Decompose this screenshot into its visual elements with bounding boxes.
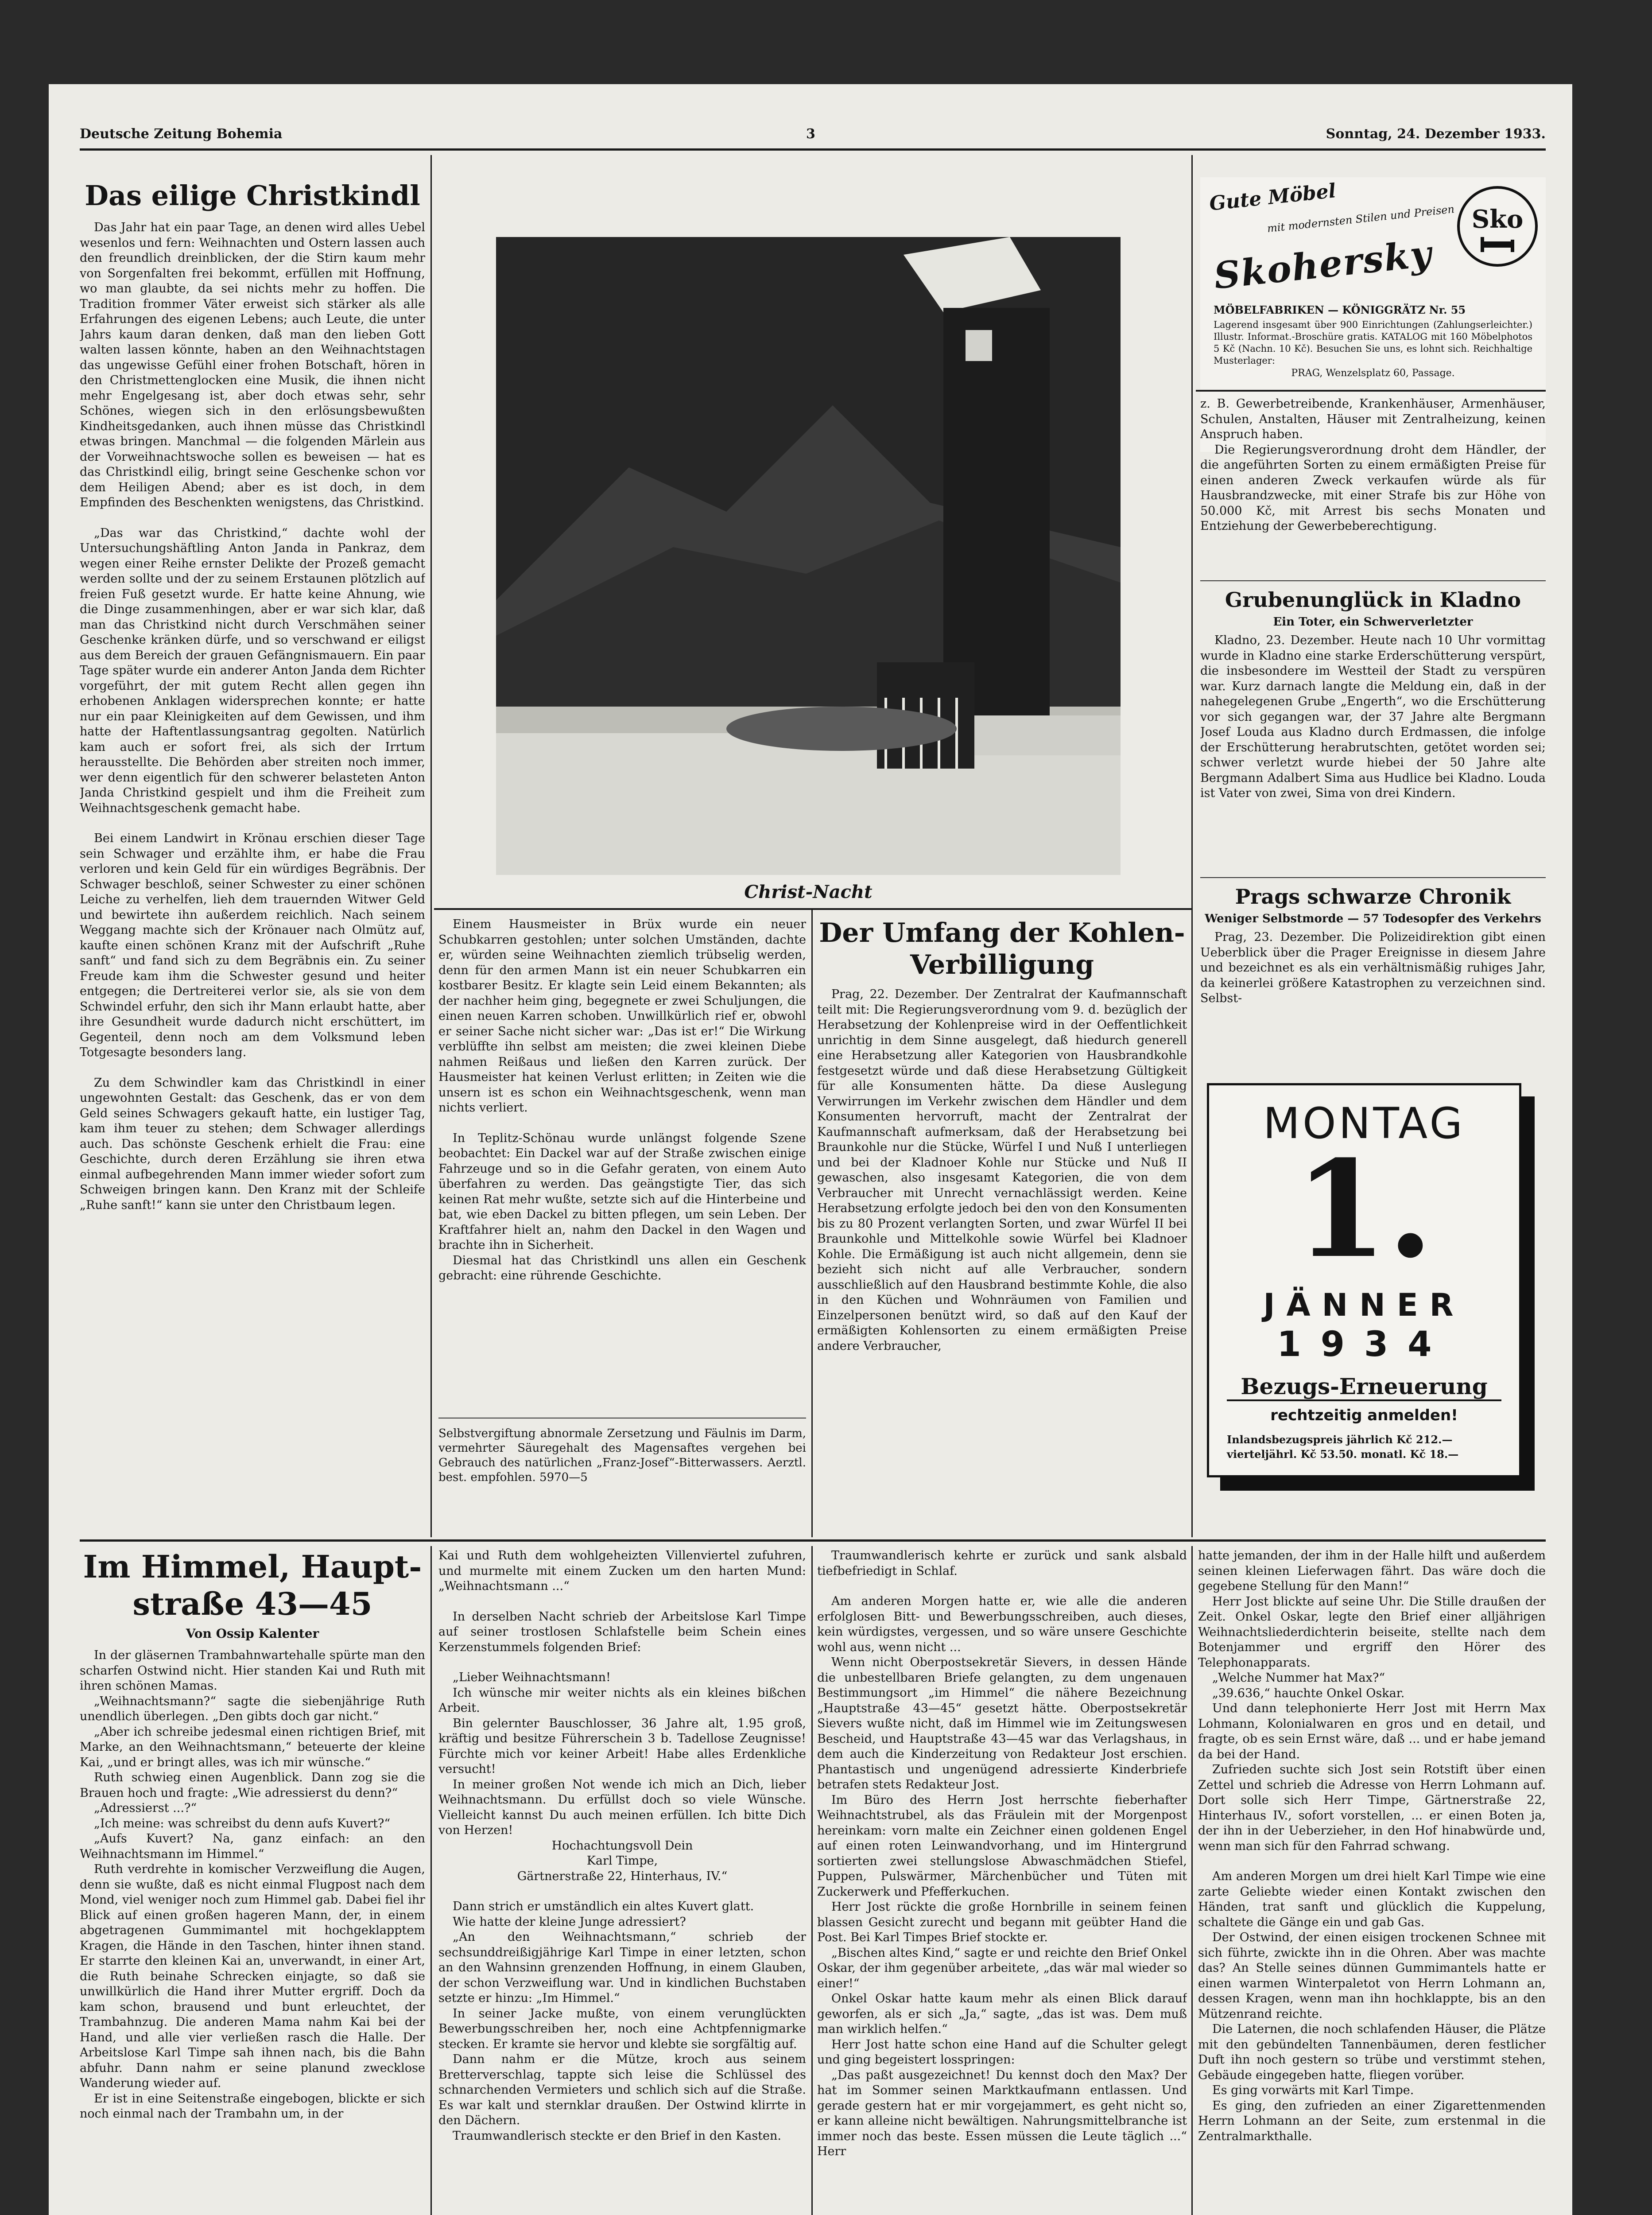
- ad-price1: Inlandsbezugspreis jährlich Kč 212.—: [1227, 1433, 1453, 1446]
- paragraph: „Lieber Weihnachtsmann!: [453, 1671, 611, 1684]
- article-body: [817, 1548, 1187, 2160]
- paragraph: „39.636,“ hauchte Onkel Oskar.: [1212, 1686, 1405, 1700]
- ad-brand: Skohersky: [1212, 232, 1435, 298]
- paragraph: Traumwandlerisch kehrte er zurück und sank alsbald tiefbefriedigt in Schlaf.: [817, 1549, 1187, 1578]
- ad-price2: vierteljährl. Kč 53.50. monatl. Kč 18.—: [1227, 1448, 1459, 1461]
- column-rule: [1191, 1546, 1193, 2215]
- paragraph: Wenn nicht Oberpostsekretär Sievers, in dessen Hände die unbestellbaren Briefe gelangten, zu dem ungenauen Bestimmungsort „im Himmel“ die nähere Bezeichnung „Hauptstraße 43—45“ gesetzt hätte. Oberpostsekretär Sievers wußte nicht, daß im Himmel wie im Zeitungswesen Bescheid, und Hauptstraße 43—45 war das Verlagshaus, in dem auch die Kinderzeitung von Redakteur Jost erschien. Phantastisch und ungenügend adressierte Kinderbriefe betrafen stets Redakteur Jost.: [817, 1655, 1187, 1791]
- paragraph: Die Regierungsverordnung droht dem Händler, der die angeführten Sorten zu einem ermäßigten Preise für einen anderen Zweck verkaufen würde als für Hausbrandzwecke, mit einer Strafe bis zur Höhe von 50.000 Kč, mit Arrest bis sechs Monaten und Entziehung der Gewerbeberechtigung.: [1200, 443, 1546, 533]
- paragraph: Einem Hausmeister in Brüx wurde ein neuer Schubkarren gestohlen; unter solchen Umständen, dachte er, würden seine Weihnachten ziemlich trübselig werden, denn für den armen Mann ist ein neuer Schubkarren ein kostbarer Besitz. Er klagte sein Leid einem Bekannten; als der nachher heim ging, begegnete er zwei Schuljungen, die einen neuen Karren schoben. Unwillkürlich rief er, obwohl er seiner Sache nicht sicher war: „Das ist er!“ Die Wirkung verblüffte ihn selbst am meisten; die zwei kleinen Diebe nahmen Reißaus und ließen den Karren zurück. Der Hausmeister hat keinen Verlust erlitten; in Zeiten wie die unsern ist es schon ein Weihnachtsgeschenk, wenn man nichts verliert.: [438, 917, 806, 1115]
- paragraph: In Teplitz-Schönau wurde unlängst folgende Szene beobachtet: Ein Dackel war auf der Straße zwischen einige Fahrzeuge und so in die Gefahr geraten, von einem Auto überfahren zu werden. Das geängstigte Tier, das sich keinen Rat mehr wußte, setzte sich auf die Hinterbeine und bat, wie eben Dackel zu bitten pflegen, um sein Leben. Der Kraftfahrer hielt an, nahm den Dackel in den Wagen und brachte ihn in Sicherheit.: [438, 1131, 806, 1252]
- paragraph: In meiner großen Not wende ich mich an Dich, lieber Weihnachtsmann. Du erfüllst doch so viele Wünsche. Vielleicht kannst Du auch meinen erfüllen. Ich bitte Dich von Herzen!: [438, 1777, 806, 1837]
- paragraph: Der Ostwind, der einen eisigen trockenen Schnee mit sich führte, zwickte ihn in die Ohren. Aber was machte das? An Stelle seines dünnen Gummimantels hatte er einen warmen Winterpaletot von Herrn Lohmann an, dessen Kragen, wenn man ihn hochklappte, bis an den Mützenrand reichte.: [1198, 1931, 1546, 2021]
- article-title-line2: Verbilligung: [910, 949, 1094, 980]
- paragraph: Die Laternen, die noch schlafenden Häuser, die Plätze mit den gebündelten Tannenbäumen, deren festlicher Duft ihn noch gestern so trübe und verstimmt stehen, Gebäude eingegeben hatte, fliegen vorüber.: [1198, 2022, 1546, 2082]
- article-title-line1: Im Himmel, Haupt-: [83, 1548, 422, 1585]
- paragraph: „Ich meine: was schreibst du denn aufs Kuvert?“: [94, 1816, 391, 1830]
- paragraph: Herr Jost hatte schon eine Hand auf die Schulter gelegt und ging begeistert losspringen:: [817, 2037, 1187, 2067]
- paragraph: Wie hatte der kleine Junge adressiert?: [453, 1915, 686, 1929]
- article-body: [80, 1648, 425, 2122]
- paragraph: Im Büro des Herrn Jost herrschte fieberhafter Weihnachtstrubel, als das Fräulein mit der Morgenpost hereinkam: vorn malte ein Zeichner einen goldenen Engel auf einen roten Leinwandvorhang, und im Hintergrund sortierten zwei stellungslose Abwaschmädchen Stiefel, Puppen, Pulswärmer, Märchenbücher und Tüten mit Zuckerwerk und Pfefferkuchen.: [817, 1793, 1187, 1899]
- article-body: [80, 220, 425, 1213]
- paragraph: Diesmal hat das Christkindl uns allen ein Geschenk gebracht: eine rührende Geschichte.: [438, 1253, 806, 1282]
- article-kohlen-continued: [1200, 396, 1546, 583]
- ad-day: MONTAG: [1263, 1099, 1465, 1148]
- masthead-rule: [80, 148, 1546, 151]
- paragraph: Es ging, den zufrieden an einer Zigarettenmenden Herrn Lohmann an der Seite, zum erstenmal in die Zentralmarkthalle.: [1198, 2098, 1546, 2143]
- paragraph: „Adressierst ...?“: [94, 1801, 197, 1815]
- paragraph: hatte jemanden, der ihm in der Halle hilft und außerdem seinen kleinen Lieferwagen fährt. Das wäre doch die gegebene Stellung für den Mann!“: [1198, 1549, 1546, 1593]
- paragraph: „Weihnachtsmann?“ sagte die siebenjährige Ruth unendlich überlegen. „Den gibts doch gar nicht.“: [80, 1694, 425, 1723]
- article-short-notices: [438, 917, 806, 1533]
- paragraph: Bei einem Landwirt in Krönau erschien dieser Tage sein Schwager und erzählte ihm, er habe die Frau verloren und kein Geld für ein würdiges Begräbnis. Der Schwager beschloß, seiner Schwester zu einer schönen Leiche zu verhelfen, lieh dem trauernden Witwer Geld und bewirtete ihn außerdem reichlich. Nach seinem Weggang machte sich der Krönauer nach Olmütz auf, kaufte einen schönen Kranz mit der Aufschrift „Ruhe sanft“ und fand sich zu dem Begräbnis ein. Zu seiner Freude kam ihm die Schwester gesund und heiter entgegen; die Dertreiterei verlor sie, als sie von dem Schwindel erfuhr, den sich ihr Mann erlaubt hatte, aber ihre Gesundheit wurde dadurch nicht erschüttert, im Gegenteil, denn noch am dem Volksmund leben Totgesagte besonders lang.: [80, 832, 425, 1059]
- section-rule: [80, 1539, 1546, 1542]
- article-body: [817, 987, 1187, 1354]
- paragraph: Hochachtungsvoll Dein: [551, 1838, 693, 1853]
- article-christkindl: [80, 179, 425, 1535]
- ad-script-line1: Gute Möbel: [1208, 179, 1337, 215]
- article-author: Von Ossip Kalenter: [186, 1626, 319, 1641]
- paragraph: Dann nahm er die Mütze, kroch aus seinem Bretterverschlag, tappte sich leise die Schlüssel des schnarchenden Vermieters und schlich sich auf die Straße. Es war kalt und sternklar draußen. Der Ostwind klirrte in den Dächern.: [438, 2052, 806, 2127]
- logo-text: Sko: [1471, 205, 1524, 234]
- column-rule: [811, 1546, 813, 2215]
- paragraph: Herr Jost rückte die große Hornbrille in seinem feinen blassen Gesicht zurecht und begann mit geübter Hand die Post. Bei Karl Timpes Brief stockte er.: [817, 1900, 1187, 1944]
- paragraph: Kladno, 23. Dezember. Heute nach 10 Uhr vormittag wurde in Kladno eine starke Erderschütterung verspürt, die insbesondere im Westteil der Stadt zu verspüren war. Kurz darnach langte die Meldung ein, daß in der nahegelegenen Grube „Engerth“, wo die Erschütterung vor sich gegangen war, der 37 Jahre alte Bergmann Josef Louda aus Kladno durch Erdmassen, die infolge der Erschütterung herabrutschten, getötet worden sei; schwer verletzt wurde hiebei der 50 Jahre alte Bergmann Adalbert Sima aus Hudlice bei Kladno. Louda ist Vater von zwei, Sima von drei Kindern.: [1200, 633, 1546, 800]
- photo-caption: Christ-Nacht: [744, 882, 873, 902]
- paragraph: Das Jahr hat ein paar Tage, an denen wird alles Uebel wesenlos und fern: Weihnachten und Ostern lassen auch den freundlich dreinblicken, der die Stirn kaum mehr von Sorgenfalten frei bekommt, erfüllen mit Hoffnung, wo man glaubte, da sei nichts mehr zu hoffen. Die Tradition frommer Väter erweist sich stärker als alle Erfahrungen des eigenen Lebens; auch Leute, die unter Jahrs kaum daran denken, daß man den lieben Gott walten lassen könnte, haben an den Weihnachtstagen das ungewisse Gefühl einer frohen Botschaft, hören in den Christmettenglocken eine Musik, die ihnen nicht mehr Engelgesang ist, aber doch etwas sehr, sehr Schönes, wiegen sich in den erlösungsbewußten Kindheitsgedanken, auch ihnen müsse das Christkindl etwas bringen. Manchmal — die folgenden Märlein aus der Vorweihnachtswoche sollen es beweisen — hat es das Christkindl eilig, bringt seine Geschenke schon vor dem Heiligen Abend; aber es ist doch, in dem Empfinden des Beschenkten wenigstens, das Christkind.: [80, 221, 425, 509]
- article-himmel-col2: [438, 1548, 806, 2215]
- ad-year: 1934: [1277, 1325, 1451, 1364]
- article-title-line1: Der Umfang der Kohlen-: [819, 917, 1185, 948]
- paragraph: Prag, 22. Dezember. Der Zentralrat der Kaufmannschaft teilt mit: Die Regierungsverordnung vom 9. d. bezüglich der Herabsetzung der Kohlenpreise wird in der Oeffentlichkeit unrichtig in dem Sinne ausgelegt, daß hiedurch generell eine Herabsetzung aller Kategorien von Hausbrandkohle festgesetzt würde und daß diese Herabsetzung Gültigkeit für alle Konsumenten hätte. Da diese Auslegung Verwirrungen im Verkehr zwischen dem Händler und dem Konsumenten hervorruft, macht der Zentralrat der Kaufmannschaft aufmerksam, daß der Herabsetzung bei Braunkohle nur die Stücke, Würfel I und Nuß I unterliegen und bei der Kladnoer Kohle nur Stücke und Nuß II gewaschen, also insgesamt Kategorien, die von dem Verbraucher mit Unrecht vernachlässigt werden. Keine Herabsetzung erfolgte jedoch bei den von den Konsumenten bis zu 80 Prozent verlangten Sorten, und zwar Würfel II bei Braunkohle und Mittelkohle sowie Würfel bei Kladnoer Kohle. Die Ermäßigung ist auch nicht allgemein, denn sie bezieht sich nicht auf alle Verbraucher, sondern ausschließlich auf den Hausbrand bestimmte Kohle, die also in den Küchen und Wohnräumen von Familien und Einzelpersonen benützt wird, so daß auf den Kauf der ermäßigten Kohlensorten zu einem ermäßigten Preise andere Verbraucher,: [817, 987, 1187, 1353]
- paragraph: In derselben Nacht schrieb der Arbeitslose Karl Timpe auf seiner trostlosen Schlafstelle beim Schein eines Kerzenstummels folgenden Brief:: [438, 1609, 806, 1654]
- winter-night-church-image: [496, 237, 1121, 875]
- bitterwasser-ad: Selbstvergiftung abnormale Zersetzung und Fäulnis im Darm, vermehrter Säuregehalt des Magensaftes vergehen bei Gebrauch des natürlichen „Franz-Josef“-Bitterwassers. Aerztl. best. empfohlen. 5970—5: [438, 1427, 806, 1484]
- paragraph: Onkel Oskar hatte kaum mehr als einen Blick darauf geworfen, als er sich „Ja,“ sagte, „das ist was. Dem muß man wirklich helfen.“: [817, 1992, 1187, 2036]
- ad-banner: Bezugs-Erneuerung: [1227, 1373, 1501, 1401]
- paragraph: Ruth schwieg einen Augenblick. Dann zog sie die Brauen hoch und fragte: „Wie adressierst du denn?“: [80, 1771, 425, 1800]
- paragraph: Und dann telephonierte Herr Jost mit Herrn Max Lohmann, Kolonialwaren en gros und en detail, und fragte, ob es sein Ernst wäre, daß ... und er habe jemand da bei der Hand.: [1198, 1702, 1546, 1761]
- paragraph: „Bischen altes Kind,“ sagte er und reichte den Brief Onkel Oskar, der ihm gegenüber arbeitete, „das wär mal wieder so einer!“: [817, 1946, 1187, 1990]
- article-body: [1198, 1548, 1546, 2144]
- article-body: [1200, 396, 1546, 534]
- paragraph: Herr Jost blickte auf seine Uhr. Die Stille draußen der Zeit. Onkel Oskar, legte den Brief einer alljährigen Weihnachtsliederdichterin beiseite, stellte nach dem Botenjammer und ergriff den Hörer des Telephonapparats.: [1198, 1594, 1546, 1670]
- paragraph: In der gläsernen Trambahnwartehalle spürte man den scharfen Ostwind nicht. Hier standen Kai und Ruth mit ihren schönen Mamas.: [80, 1648, 425, 1693]
- ad-montag: [1207, 1083, 1521, 1477]
- article-body: [438, 1548, 806, 2144]
- sko-logo: [1457, 186, 1538, 267]
- paragraph: z. B. Gewerbetreibende, Krankenhäuser, Armenhäuser, Schulen, Anstalten, Häuser mit Zentralheizung, keinen Anspruch haben.: [1200, 397, 1546, 441]
- masthead: [80, 126, 1546, 148]
- paragraph: „Aufs Kuvert? Na, ganz einfach: an den Weihnachtsmann im Himmel.“: [80, 1832, 425, 1861]
- article-title: Das eilige Christkindl: [85, 179, 420, 212]
- article-body: [1200, 930, 1546, 1006]
- divider: [1200, 580, 1546, 581]
- paragraph: „Das paßt ausgezeichnet! Du kennst doch den Max? Der hat im Sommer seinen Marktkaufmann entlassen. Und gerade gestern hat er mir vorgejammert, es geht nicht so, er kann alleine nicht bewältigen. Nahrungsmittelbranche ist immer noch das beste. Essen müssen die Leute täglich ...“ Herr: [817, 2068, 1187, 2158]
- ad-subline: rechtzeitig anmelden!: [1270, 1407, 1458, 1424]
- paragraph: „An den Weihnachtsmann,“ schrieb der sechsunddreißigjährige Karl Timpe in einer letzten, schon an den Wahnsinn grenzenden Hoffnung, in einem Glauben, der schon Verzweiflung war. Und in kindlichen Buchstaben setzte er hinzu: „Im Himmel.“: [438, 1930, 806, 2005]
- paragraph: Dann strich er umständlich ein altes Kuvert glatt.: [453, 1900, 754, 1913]
- paragraph: Gärtnerstraße 22, Hinterhaus, IV.“: [517, 1869, 728, 1883]
- article-title-line2: straße 43—45: [132, 1585, 372, 1622]
- article-kladno: [1200, 587, 1546, 915]
- ad-number: 1.: [1295, 1131, 1434, 1287]
- masthead-left: Deutsche Zeitung Bohemia: [80, 126, 283, 142]
- article-subtitle: Weniger Selbstmorde — 57 Todesopfer des Verkehrs: [1205, 912, 1541, 925]
- paragraph: Zu dem Schwindler kam das Christkindl in einer ungewohnten Gestalt: das Geschenk, das er von dem Geld seines Schwagers gekauft hatte, ein lustiger Tag, kam ihm teuer zu stehen; dem Schwager allerdings auch. Das schönste Geschenk erhielt die Frau: eine Geschichte, durch deren Erzählung sie ihren etwa einmal aufbegehrenden Mann immer wieder sofort zum Schweigen bringen kann. Den Kranz mit der Schleife „Ruhe sanft!“ kann sie unter den Christbaum legen.: [80, 1076, 425, 1212]
- article-prag: [1200, 884, 1546, 1070]
- paragraph: Bin gelernter Bauschlosser, 36 Jahre alt, 1.95 groß, kräftig und besitze Führerschein 3 b. Tadellose Zeugnisse! Fürchte mich vor keiner Arbeit! Habe alles Erdenkliche versucht!: [438, 1716, 806, 1776]
- article-himmel-col1: [80, 1548, 425, 2215]
- article-kohlen: [817, 917, 1187, 1533]
- newspaper-page: [49, 84, 1572, 2215]
- column-rule: [430, 1546, 432, 2215]
- paragraph: Am anderen Morgen um drei hielt Karl Timpe wie eine zarte Geliebte wieder einen Kontakt zwischen den Händen, trat sanft und glücklich die Kuppelung, schaltete die Gänge ein und gab Gas.: [1198, 1869, 1546, 1929]
- paragraph: Er ist in eine Seitenstraße eingebogen, blickte er sich noch einmal nach der Trambahn um, in der: [80, 2091, 425, 2121]
- paragraph: Es ging vorwärts mit Karl Timpe.: [1212, 2083, 1414, 2097]
- paragraph: „Aber ich schreibe jedesmal einen richtigen Brief, mit Marke, an den Weihnachtsmann,“ beteuerte der kleine Kai, „und er bringt alles, was ich mir wünsche.“: [80, 1725, 425, 1769]
- divider: [1200, 877, 1546, 878]
- column-rule: [430, 155, 432, 1537]
- paragraph: „Das war das Christkind,“ dachte wohl der Untersuchungshäftling Anton Janda in Pankraz, dem wegen einer Reihe ernster Delikte der Prozeß gemacht werden sollte und der zu seinem Erstaunen plötzlich auf freien Fuß gesetzt wurde. Er hatte keine Ahnung, wie die Dinge zusammenhingen, aber er war sich klar, daß man das Christkind nicht durch Verschmähen seiner Geschenke kränken dürfe, und so verschwand er eiligst aus dem Bereich der grauen Gefängnismauern. Ein paar Tage später wurde ein anderer Anton Janda dem Richter vorgeführt, der mit gutem Recht allen gegen ihn erhobenen Anklagen widersprechen konnte; er hatte nur ein paar Kleinigkeiten auf dem Gewissen, und ihm hatte der Haftentlassungsantrag gegolten. Natürlich kam auch er sofort frei, als sich der Irrtum herausstellte. Die Behörden aber streiten noch immer, wer denn eigentlich für den schwerer belasteten Anton Janda Christkind gespielt und ihm die Freiheit zum Weihnachtsgeschenk gemacht habe.: [80, 526, 425, 815]
- ad-line1: MÖBELFABRIKEN — KÖNIGGRÄTZ Nr. 55: [1214, 303, 1466, 316]
- section-rule: [434, 908, 1191, 910]
- paragraph: Traumwandlerisch steckte er den Brief in den Kasten.: [453, 2129, 781, 2143]
- article-subtitle: Ein Toter, ein Schwerverletzter: [1273, 615, 1473, 629]
- paragraph: In seiner Jacke mußte, von einem verunglückten Bewerbungsschreiben her, noch eine Achtpfennigmarke stecken. Er kramte sie hervor und klebte sie sorgfältig auf.: [438, 2006, 806, 2051]
- article-title: Prags schwarze Chronik: [1235, 885, 1511, 909]
- ad-script-line2: mit modernsten Stilen und Preisen: [1266, 202, 1455, 235]
- paragraph: Karl Timpe,: [586, 1854, 658, 1868]
- paragraph: „Welche Nummer hat Max?“: [1212, 1671, 1385, 1685]
- paragraph: Kai und Ruth dem wohlgeheizten Villenviertel zufuhren, und murmelte mit einem Zucken um den harten Mund: „Weihnachtsmann ...“: [438, 1549, 806, 1593]
- paragraph: Prag, 23. Dezember. Die Polizeidirektion gibt einen Ueberblick über die Prager Ereignisse in diesem Jahre und bezeichnet es als ein verhältnismäßig ruhiges Jahr, da keinerlei größere Katastrophen zu verzeichnen sind. Selbst-: [1200, 930, 1546, 1005]
- paragraph: Ich wünsche mir weiter nichts als ein kleines bißchen Arbeit.: [438, 1686, 806, 1715]
- masthead-date: Sonntag, 24. Dezember 1933.: [1326, 126, 1546, 142]
- paragraph: Ruth verdrehte in komischer Verzweiflung die Augen, denn sie wußte, daß es nicht einmal Flugpost nach dem Mond, viel weniger noch zum Himmel gab. Dabei fiel ihr Blick auf einen großen hageren Mann, der, in einem abgetragenen Gummimantel mit hochgeklapptem Kragen, die Hände in den Taschen, hinter ihnen stand. Er starrte den kleinen Kai an, unverwandt, in einer Art, die Ruth beinahe Schrecken einjagte, so daß sie unwillkürlich die Hand ihrer Mutter ergriff. Doch da kam schon, brausend und bunt erleuchtet, der Trambahnzug. Die anderen Mama nahm Kai bei der Hand, und alle vier verließen rasch die Halle. Der Arbeitslose Karl Timpe sah ihnen nach, bis die Bahn abfuhr. Dann nahm er seine planund zwecklose Wanderung wieder auf.: [80, 1862, 425, 2090]
- section-rule: [1196, 390, 1546, 392]
- article-title: Grubenunglück in Kladno: [1225, 588, 1521, 612]
- photo-christ-nacht: [496, 237, 1121, 875]
- article-body: [438, 917, 806, 1284]
- ad-line3: PRAG, Wenzelsplatz 60, Passage.: [1291, 368, 1455, 379]
- article-himmel-col3: [817, 1548, 1187, 2215]
- ad-month: JÄNNER: [1263, 1287, 1465, 1323]
- paragraph: Zufrieden suchte sich Jost sein Rotstift über einen Zettel und schrieb die Adresse von Herrn Lohmann auf. Dort solle sich Herr Timpe, Gärtnerstraße 22, Hinterhaus IV., sofort vorstellen, ... er einen Boten ja, der ihn in der Ueberzieher, in den Hof hinabwürde und, wenn man sich für den Fahrrad schwang.: [1198, 1763, 1546, 1853]
- column-rule: [1191, 155, 1193, 1537]
- column-rule: [811, 908, 813, 1537]
- bed-icon: [1480, 235, 1515, 253]
- ad-line2: Lagerend insgesamt über 900 Einrichtungen (Zahlungserleichter.) Illustr. Informat.-Broschüre gratis. KATALOG mit 160 Möbelphotos 5 Kč (Nachn. 10 Kč). Besuchen Sie uns, es lohnt sich. Reichhaltige Musterlager:: [1214, 319, 1532, 366]
- article-body: [1200, 633, 1546, 801]
- article-himmel-col4: [1198, 1548, 1546, 2215]
- paragraph: Am anderen Morgen hatte er, wie alle die anderen erfolglosen Bitt- und Bewerbungsschreiben, auch dieses, kein würdigstes, vergessen, und so wäre unsere Geschichte wohl aus, wenn nicht ...: [817, 1594, 1187, 1654]
- page-number: 3: [806, 126, 815, 142]
